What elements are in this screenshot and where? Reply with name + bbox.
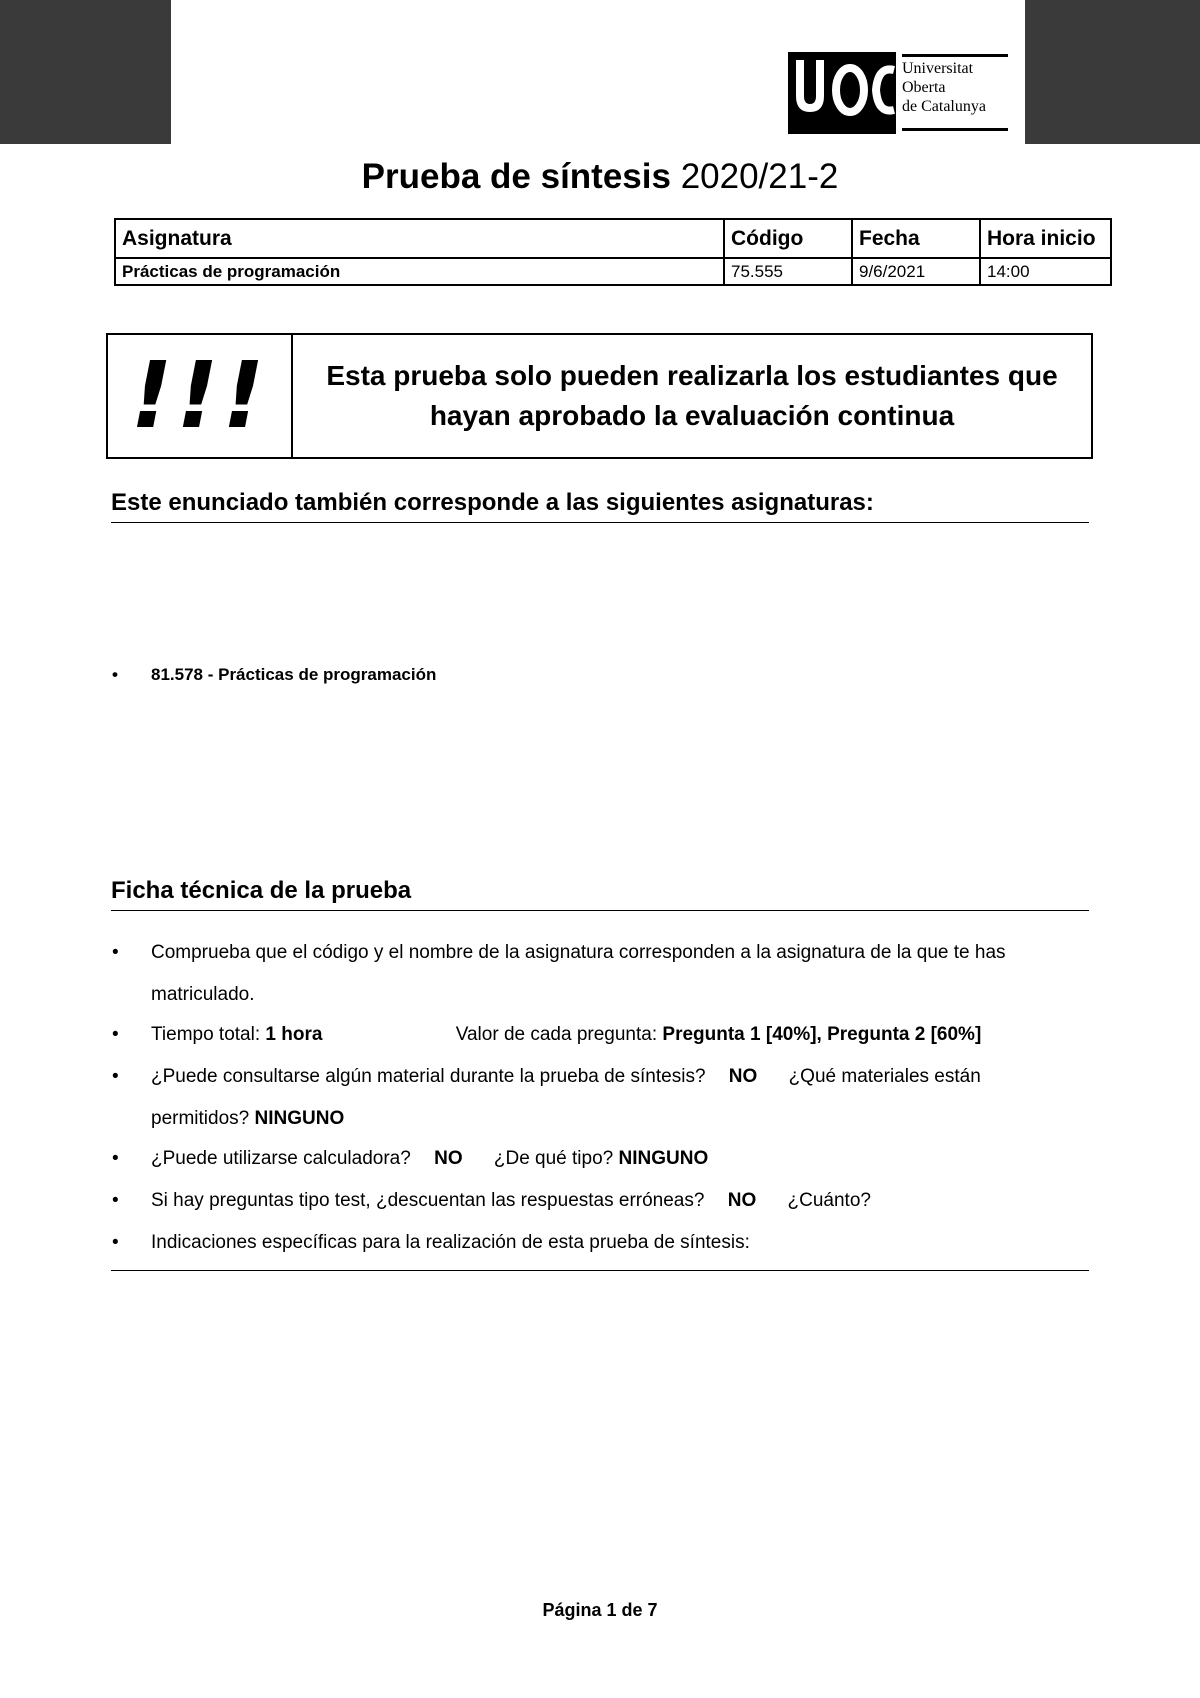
bullet-icon: • <box>112 1232 119 1253</box>
indicaciones-text: Indicaciones específicas para la realización de esta prueba de síntesis: <box>151 1232 750 1253</box>
header-corner-right <box>1025 0 1200 144</box>
subject-info-table <box>114 218 1112 286</box>
tiempo-label: Tiempo total: <box>151 1024 261 1045</box>
ficha-check-line-2: matriculado. <box>151 984 255 1005</box>
header-hora-inicio: Hora inicio <box>980 219 1111 258</box>
materiales-question-cont: permitidos? <box>151 1108 250 1129</box>
list-item <box>112 1222 1072 1264</box>
title-period: 2020/21-2 <box>680 157 839 196</box>
uoc-logo-mark <box>788 52 896 134</box>
material-answer: NO <box>728 1066 758 1087</box>
uoc-logo-glyphs <box>788 52 896 134</box>
list-item <box>112 1180 1072 1222</box>
table-header-row <box>115 219 1111 258</box>
material-question: ¿Puede consultarse algún material durante la prueba de síntesis? <box>151 1066 706 1087</box>
logo-rule-bottom <box>902 128 1008 131</box>
list-item <box>112 1138 1072 1180</box>
logo-text-oberta: Oberta <box>902 79 946 96</box>
table-row <box>115 258 1111 285</box>
warning-line-1: Esta prueba solo pueden realizarla los estudiantes que <box>326 360 1058 391</box>
tipo-question: ¿De qué tipo? <box>493 1148 614 1169</box>
header-asignatura: Asignatura <box>115 219 724 258</box>
test-answer: NO <box>727 1190 757 1211</box>
warning-box <box>106 333 1093 459</box>
list-item <box>112 1014 1072 1056</box>
cuanto-question: ¿Cuánto? <box>787 1190 871 1211</box>
list-item <box>112 932 1072 1016</box>
list-item <box>112 1056 1072 1140</box>
exclamation-icon: !!! <box>108 335 293 457</box>
bullet-icon: • <box>112 942 119 963</box>
calculadora-question: ¿Puede utilizarse calculadora? <box>151 1148 411 1169</box>
title-bold: Prueba de síntesis <box>361 157 671 196</box>
page-title <box>0 152 1200 202</box>
bullet-icon: • <box>112 1190 119 1211</box>
calculadora-answer: NO <box>434 1148 463 1169</box>
test-question: Si hay preguntas tipo test, ¿descuentan las respuestas erróneas? <box>151 1190 705 1211</box>
page-number: Página 1 de 7 <box>542 1600 658 1620</box>
section-divider <box>111 1270 1089 1271</box>
logo-rule-top <box>902 54 1008 57</box>
bullet-icon: • <box>112 1066 119 1087</box>
header-codigo: Código <box>724 219 852 258</box>
logo-text-catalunya: de Catalunya <box>902 98 986 115</box>
header-fecha: Fecha <box>852 219 980 258</box>
materiales-question: ¿Qué materiales están <box>788 1066 981 1087</box>
cell-fecha: 9/6/2021 <box>852 258 980 285</box>
valor-value: Pregunta 1 [40%], Pregunta 2 [60%] <box>662 1024 982 1045</box>
tiempo-value: 1 hora <box>265 1024 323 1045</box>
cell-codigo: 75.555 <box>724 258 852 285</box>
logo-text-universitat: Universitat <box>902 60 974 77</box>
cell-hora-inicio: 14:00 <box>980 258 1111 285</box>
warning-line-2: hayan aprobado la evaluación continua <box>429 400 955 431</box>
bullet-icon: • <box>112 665 118 684</box>
bullet-icon: • <box>112 1148 119 1169</box>
ficha-check-line-1: Comprueba que el código y el nombre de la asignatura corresponden a la asignatura de la que te has <box>151 942 1006 963</box>
tipo-answer: NINGUNO <box>618 1148 709 1169</box>
related-subject-item: 81.578 - Prácticas de programación <box>151 665 437 684</box>
uoc-logo <box>788 52 1010 134</box>
ficha-heading: Ficha técnica de la prueba <box>111 876 1089 911</box>
valor-label: Valor de cada pregunta: <box>455 1024 658 1045</box>
cell-asignatura: Prácticas de programación <box>115 258 724 285</box>
bullet-icon: • <box>112 1024 119 1045</box>
related-subjects-heading: Este enunciado también corresponde a las siguientes asignaturas: <box>111 488 1089 523</box>
header-corner-left <box>0 0 171 144</box>
list-item <box>112 654 1072 696</box>
warning-text <box>293 335 1091 457</box>
materiales-answer: NINGUNO <box>254 1108 345 1129</box>
